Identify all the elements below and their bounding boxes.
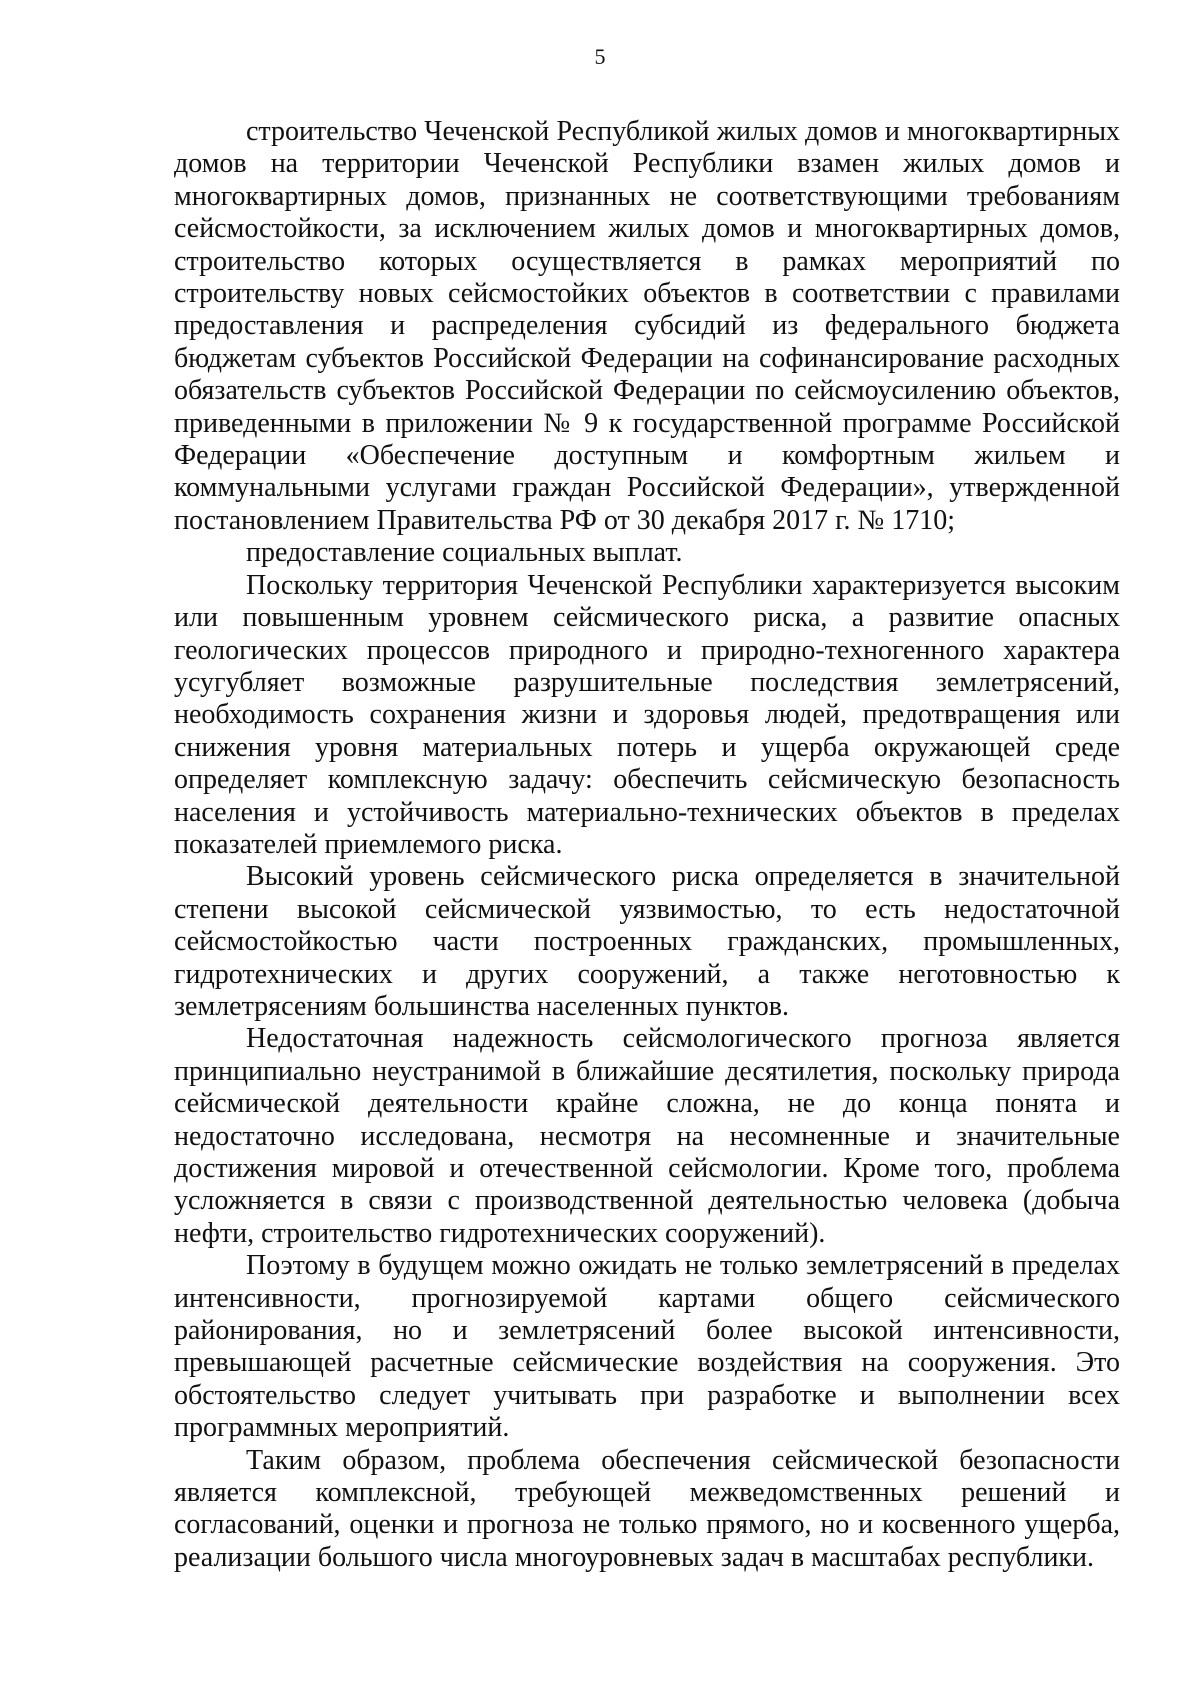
paragraph-future-earthquakes: Поэтому в будущем можно ожидать не только землетрясений в пределах интенсивности, прогнозируемой картами общего сейсмического районирования, но и землетрясений более высокой интенсивности, превышающей расчетные сейсмические воздействия на сооружения. Это обстоятельство следует учитывать при разработке и выполнении всех программных мероприятий. (174, 1250, 1120, 1444)
paragraph-construction: строительство Чеченской Республикой жилых домов и многоквартирных домов на территории Чеченской Республики взамен жилых домов и многоквартирных домов, признанных не соответствующими требованиям сейсмостойкости, за исключением жилых домов и многоквартирных домов, строительство которых осуществляется в рамках мероприятий по строительству новых сейсмостойких объектов в соответствии с правилами предоставления и распределения субсидий из федерального бюджета бюджетам субъектов Российской Федерации на софинансирование расходных обязательств субъектов Российской Федерации по сейсмоусилению объектов, приведенными в приложении № 9 к государственной программе Российской Федерации «Обеспечение доступным и комфортным жильем и коммунальными услугами граждан Российской Федерации», утвержденной постановлением Правительства РФ от 30 декабря 2017 г. № 1710; (174, 116, 1120, 536)
page-number: 5 (594, 44, 606, 69)
document-body (174, 116, 1120, 1574)
paragraph-seismic-risk-territory: Поскольку территория Чеченской Республики характеризуется высоким или повышенным уровнем сейсмического риска, а развитие опасных геологических процессов природного и природно-техногенного характера усугубляет возможные разрушительные последствия землетрясений, необходимость сохранения жизни и здоровья людей, предотвращения или снижения уровня материальных потерь и ущерба окружающей среде определяет комплексную задачу: обеспечить сейсмическую безопасность населения и устойчивость материально-технических объектов в пределах показателей приемлемого риска. (174, 569, 1120, 860)
paragraph-seismic-vulnerability: Высокий уровень сейсмического риска определяется в значительной степени высокой сейсмической уязвимостью, то есть недостаточной сейсмостойкостью части построенных гражданских, промышленных, гидротехнических и других сооружений, а также неготовностью к землетрясениям большинства населенных пунктов. (174, 861, 1120, 1022)
paragraph-social-payments: предоставление социальных выплат. (246, 537, 683, 569)
paragraph-forecast-reliability: Недостаточная надежность сейсмологического прогноза является принципиально неустранимой в ближайшие десятилетия, поскольку природа сейсмической деятельности крайне сложна, не до конца понята и недостаточно исследована, несмотря на несомненные и значительные достижения мировой и отечественной сейсмологии. Кроме того, проблема усложняется в связи с производственной деятельностью человека (добыча нефти, строительство гидротехнических сооружений). (174, 1023, 1120, 1249)
paragraph-conclusion: Таким образом, проблема обеспечения сейсмической безопасности является комплексной, требующей межведомственных решений и согласований, оценки и прогноза не только прямого, но и косвенного ущерба, реализации большого числа многоуровневых задач в масштабах республики. (174, 1444, 1120, 1573)
